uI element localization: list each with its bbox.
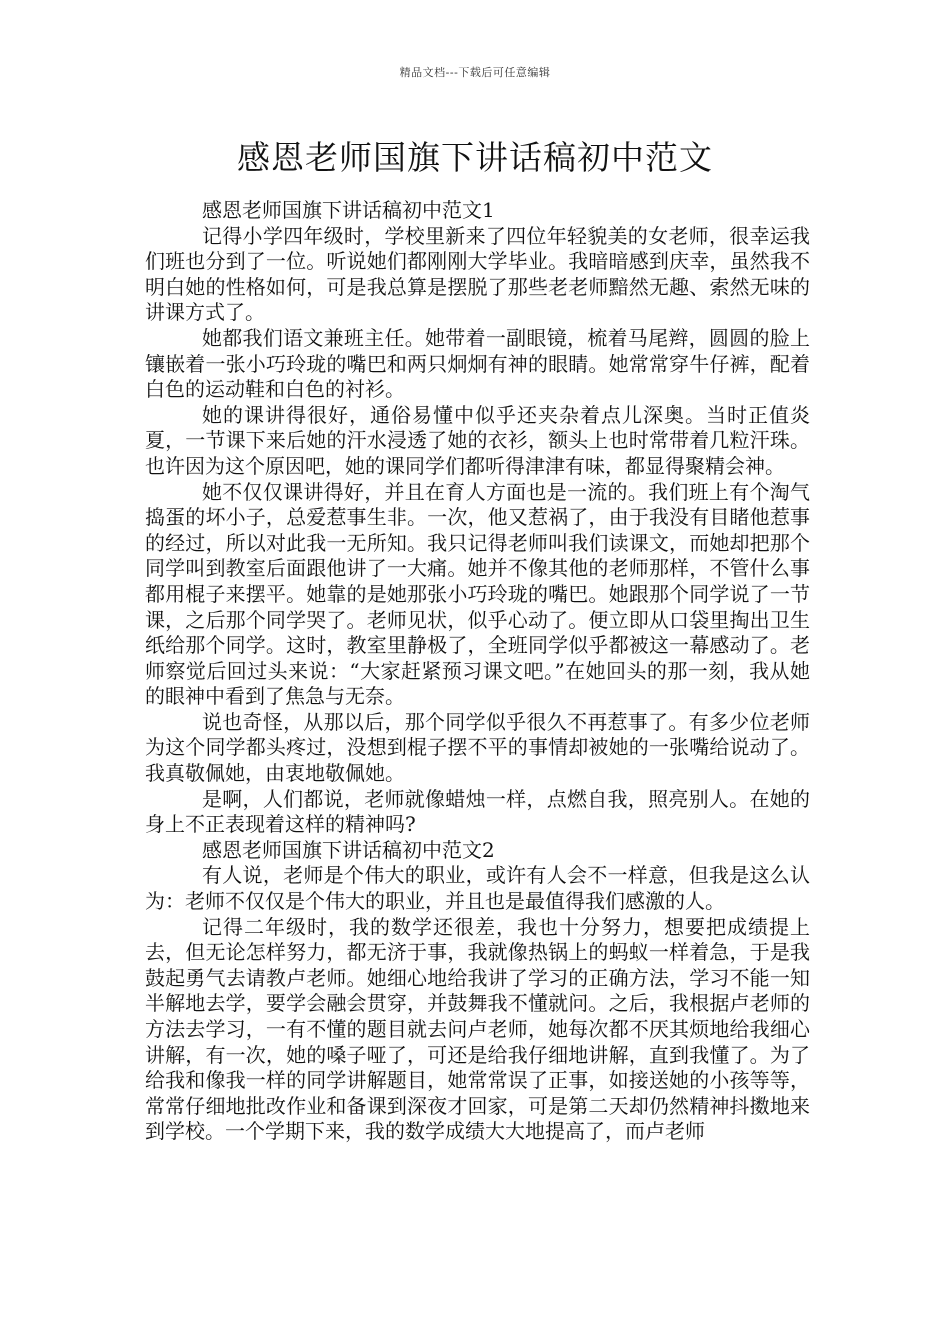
paragraph: 说也奇怪，从那以后，那个同学似乎很久不再惹事了。有多少位老师为这个同学都头疼过，没想到棍子摆不平的事情却被她的一张嘴给说动了。我真敬佩她，由衷地敬佩她。 [145, 709, 810, 786]
document-body [145, 198, 810, 1145]
paragraph: 她的课讲得很好，通俗易懂中似乎还夹杂着点儿深奥。当时正值炎夏，一节课下来后她的汗水浸透了她的衣衫，额头上也时常带着几粒汗珠。也许因为这个原因吧，她的课同学们都听得津津有味，都显得聚精会神。 [145, 402, 810, 478]
section-heading-1: 感恩老师国旗下讲话稿初中范文1 [202, 198, 495, 222]
paragraph: 她都我们语文兼班主任。她带着一副眼镜，梳着马尾辫，圆圆的脸上镶嵌着一张小巧玲珑的嘴巴和两只炯炯有神的眼睛。她常常穿牛仔裤，配着白色的运动鞋和白色的衬衫。 [145, 325, 810, 402]
page-header-note: 精品文档---下载后可任意编辑 [399, 66, 551, 79]
paragraph: 是啊，人们都说，老师就像蜡烛一样，点燃自我，照亮别人。在她的身上不正表现着这样的精神吗? [145, 786, 810, 837]
paragraph: 记得二年级时，我的数学还很差，我也十分努力，想要把成绩提上去，但无论怎样努力，都无济于事，我就像热锅上的蚂蚁一样着急，于是我鼓起勇气去请教卢老师。她细心地给我讲了学习的正确方法，学习不能一知半解地去学，要学会融会贯穿，并鼓舞我不懂就问。之后，我根据卢老师的方法去学习，一有不懂的题目就去问卢老师，她每次都不厌其烦地给我细心讲解，有一次，她的嗓子哑了，可还是给我仔细地讲解，直到我懂了。为了给我和像我一样的同学讲解题目，她常常误了正事，如接送她的小孩等等，常常仔细地批改作业和备课到深夜才回家，可是第二天却仍然精神抖擞地来到学校。一个学期下来，我的数学成绩大大地提高了，而卢老师 [145, 914, 810, 1144]
paragraph: 她不仅仅课讲得好，并且在育人方面也是一流的。我们班上有个淘气捣蛋的坏小子，总爱惹事生非。一次，他又惹祸了，由于我没有目睹他惹事的经过，所以对此我一无所知。我只记得老师叫我们读课文，而她却把那个同学叫到教室后面跟他讲了一大痛。她并不像其他的老师那样，不管什么事都用棍子来摆平。她靠的是她那张小巧玲珑的嘴巴。她跟那个同学说了一节课，之后那个同学哭了。老师见状，似乎心动了。便立即从口袋里掏出卫生纸给那个同学。这时，教室里静极了，全班同学似乎都被这一幕感动了。老师察觉后回过头来说：“大家赶紧预习课文吧。”在她回头的那一刻，我从她的眼神中看到了焦急与无奈。 [145, 479, 810, 709]
paragraph: 有人说，老师是个伟大的职业，或许有人会不一样意，但我是这么认为：老师不仅仅是个伟大的职业，并且也是最值得我们感激的人。 [145, 863, 810, 914]
document-title: 感恩老师国旗下讲话稿初中范文 [237, 138, 713, 177]
section-heading-2: 感恩老师国旗下讲话稿初中范文2 [202, 837, 495, 862]
paragraph: 记得小学四年级时，学校里新来了四位年轻貌美的女老师，很幸运我们班也分到了一位。听说她们都刚刚大学毕业。我暗暗感到庆幸，虽然我不明白她的性格如何，可是我总算是摆脱了那些老老师黯然无趣、索然无味的讲课方式了。 [145, 223, 810, 325]
